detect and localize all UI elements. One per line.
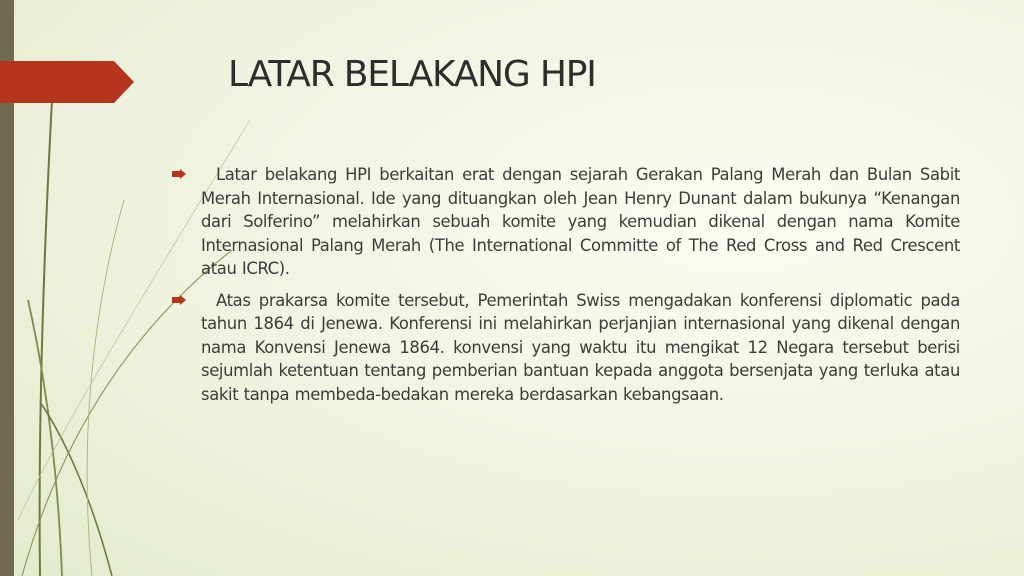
bullet-item [172,289,960,407]
bullet-list [172,163,960,414]
bullet-text: Latar belakang HPI berkaitan erat dengan sejarah Gerakan Palang Merah dan Bulan Sabit Merah Internasional. Ide yang dituangkan oleh Jean Henry Dunant dalam bukunya “Kenangan dari Solferino” melahirkan sebuah komite yang kemudian dikenal dengan nama Komite Internasional Palang Merah (The International Committe of The Red Cross and Red Crescent atau ICRC). [201,165,960,278]
bullet-item [172,163,960,281]
title-arrow-tab [0,61,134,103]
bullet-text: Atas prakarsa komite tersebut, Pemerintah Swiss mengadakan konferensi diplomatic pada tahun 1864 di Jenewa. Konferensi ini melahirkan perjanjian internasional yang dikenal dengan nama Konvensi Jenewa 1864. konvensi yang waktu itu mengikat 12 Negara tersebut berisi sejumlah ketentuan tentang pemberian bantuan kepada anggota bersenjata yang terluka atau sakit tanpa membeda-bedakan mereka berdasarkan kebangsaan. [201,290,960,404]
slide-title: LATAR BELAKANG HPI [228,54,596,95]
arrow-bullet-icon [172,169,186,179]
arrow-bullet-icon [172,295,186,305]
